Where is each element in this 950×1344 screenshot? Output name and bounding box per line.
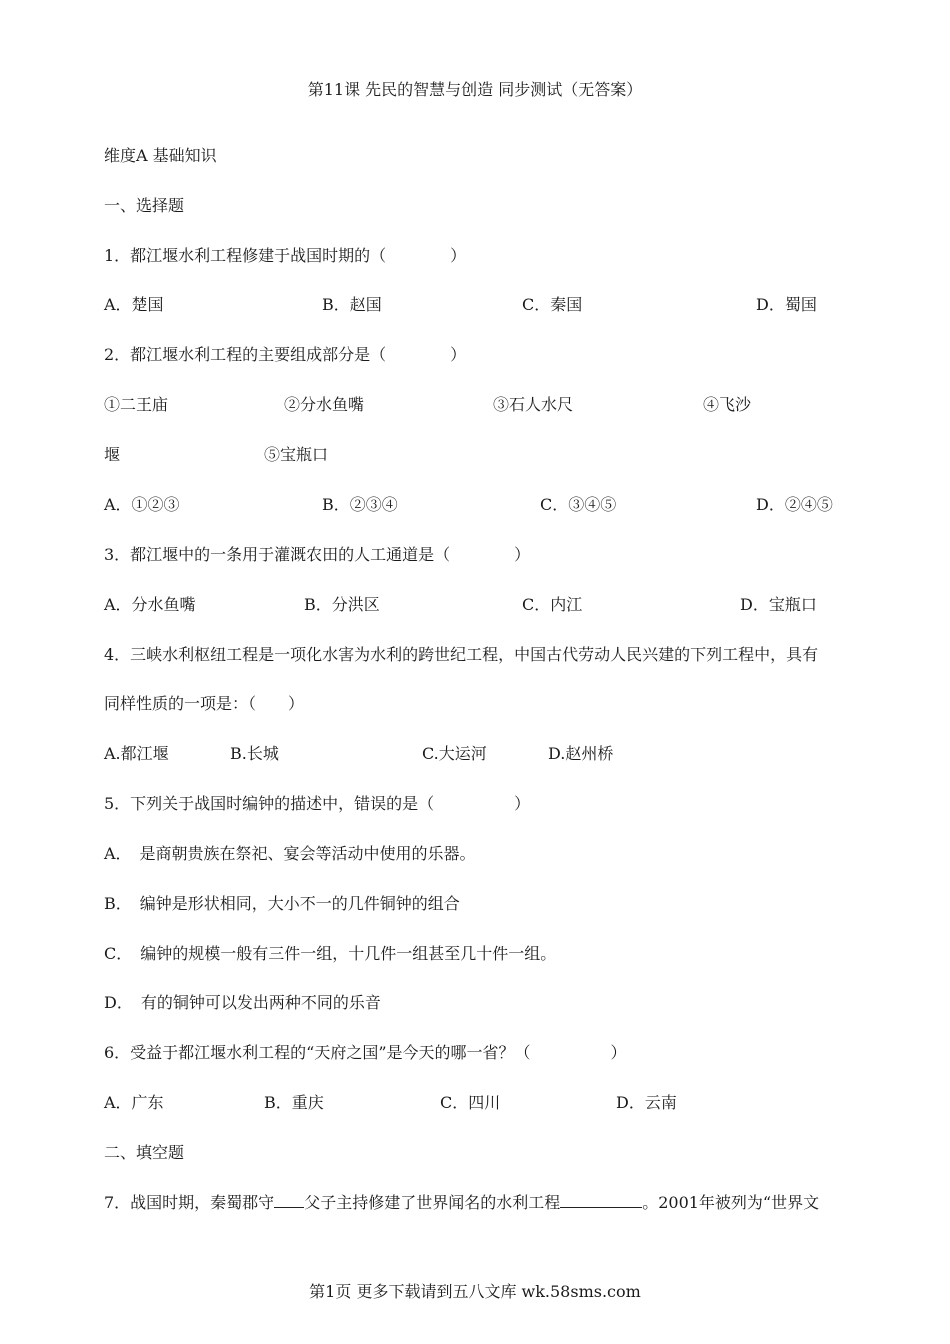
question-2-item-4-cont: 堰 [104,445,121,464]
question-4-option-c: C.大运河 [422,744,487,763]
question-2-stem: 2．都江堰水利工程的主要组成部分是（ ） [104,345,467,364]
question-3-option-c: C．内江 [522,595,583,614]
question-4-stem-line1: 4．三峡水利枢纽工程是一项化水害为水利的跨世纪工程，中国古代劳动人民兴建的下列工程中，具有 [104,645,819,664]
question-1-option-b: B．赵国 [322,295,382,314]
part-heading-choice: 一、选择题 [104,196,185,215]
question-1-option-a: A．楚国 [104,295,164,314]
question-1-option-d: D．蜀国 [756,295,817,314]
question-6-option-a: A．广东 [104,1093,164,1112]
question-2-item-5: ⑤宝瓶口 [264,445,329,464]
question-7-text-1: 7．战国时期，秦蜀郡守 [104,1193,275,1212]
question-5-option-c: C． 编钟的规模一般有三件一组，十几件一组甚至几十件一组。 [104,944,557,963]
question-1-option-c: C．秦国 [522,295,583,314]
answer-blank-2[interactable] [560,1193,642,1208]
question-6-stem: 6．受益于都江堰水利工程的“天府之国”是今天的哪一省？（ ） [104,1043,627,1062]
question-2-item-4: ④飞沙 [703,395,752,414]
question-6-option-d: D．云南 [616,1093,677,1112]
document-title: 第11课 先民的智慧与创造 同步测试（无答案） [307,80,643,99]
page-footer: 第1页 更多下载请到五八文库 wk.58sms.com [309,1282,641,1301]
answer-blank-1[interactable] [274,1193,304,1208]
section-heading-a: 维度A 基础知识 [104,146,217,165]
question-3-option-b: B．分洪区 [304,595,380,614]
question-5-option-b: B． 编钟是形状相同，大小不一的几件铜钟的组合 [104,894,460,913]
question-2-option-b: B．②③④ [322,495,398,514]
question-2-option-a: A．①②③ [104,495,180,514]
question-2-option-c: C．③④⑤ [540,495,617,514]
question-2-option-d: D．②④⑤ [756,495,833,514]
question-5-option-a: A． 是商朝贵族在祭祀、宴会等活动中使用的乐器。 [104,844,476,863]
question-6-option-c: C．四川 [440,1093,501,1112]
question-7-stem [104,1193,819,1213]
question-4-option-b: B.长城 [230,744,279,763]
question-4-option-a: A.都江堰 [104,744,169,763]
question-3-stem: 3．都江堰中的一条用于灌溉农田的人工通道是（ ） [104,545,531,564]
question-2-item-3: ③石人水尺 [493,395,574,414]
question-2-item-2: ②分水鱼嘴 [284,395,365,414]
question-4-stem-line2: 同样性质的一项是：（ ） [104,694,305,713]
question-6-option-b: B．重庆 [264,1093,324,1112]
question-3-option-d: D．宝瓶口 [740,595,817,614]
question-7-text-2: 父子主持修建了世界闻名的水利工程 [304,1193,561,1212]
question-2-item-1: ①二王庙 [104,395,169,414]
question-5-stem: 5．下列关于战国时编钟的描述中，错误的是（ ） [104,794,531,813]
question-7-text-3: 。2001年被列为“世界文 [642,1193,820,1212]
question-1-stem: 1．都江堰水利工程修建于战国时期的（ ） [104,246,467,265]
part-heading-fill: 二、填空题 [104,1143,185,1162]
question-3-option-a: A．分水鱼嘴 [104,595,196,614]
question-5-option-d: D． 有的铜钟可以发出两种不同的乐音 [104,993,381,1012]
question-4-option-d: D.赵州桥 [548,744,614,763]
